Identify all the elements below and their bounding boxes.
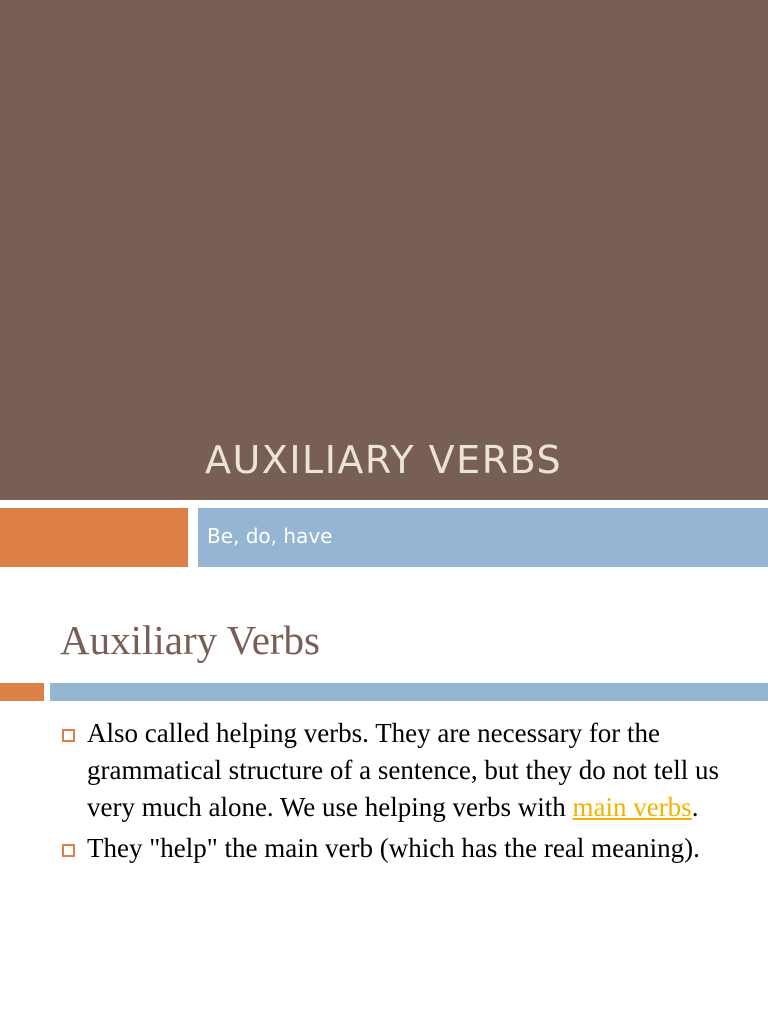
bullet-list [60,715,750,871]
square-bullet-icon [62,844,75,857]
slide-title: AUXILIARY VERBS [205,438,563,482]
title-band [0,0,768,500]
bullet-text: They "help" the main verb (which has the real meaning). [87,833,700,863]
bullet-item [60,830,750,867]
main-verbs-link[interactable]: main verbs [572,792,692,822]
bullet-text-end: . [691,792,699,822]
divider-bar-blue [50,683,768,701]
accent-bar-orange [0,508,188,567]
content-slide [0,568,768,1024]
square-bullet-icon [62,729,75,742]
bullet-item [60,715,750,826]
content-slide-title: Auxiliary Verbs [60,617,321,663]
slide-subtitle: Be, do, have [207,524,333,548]
divider-bar-orange [0,683,44,701]
bullet-text: Also called helping verbs. They are necessary for the grammatical structure of a sentence, but they do not tell us very much alone. We use helping verbs with [87,718,720,822]
